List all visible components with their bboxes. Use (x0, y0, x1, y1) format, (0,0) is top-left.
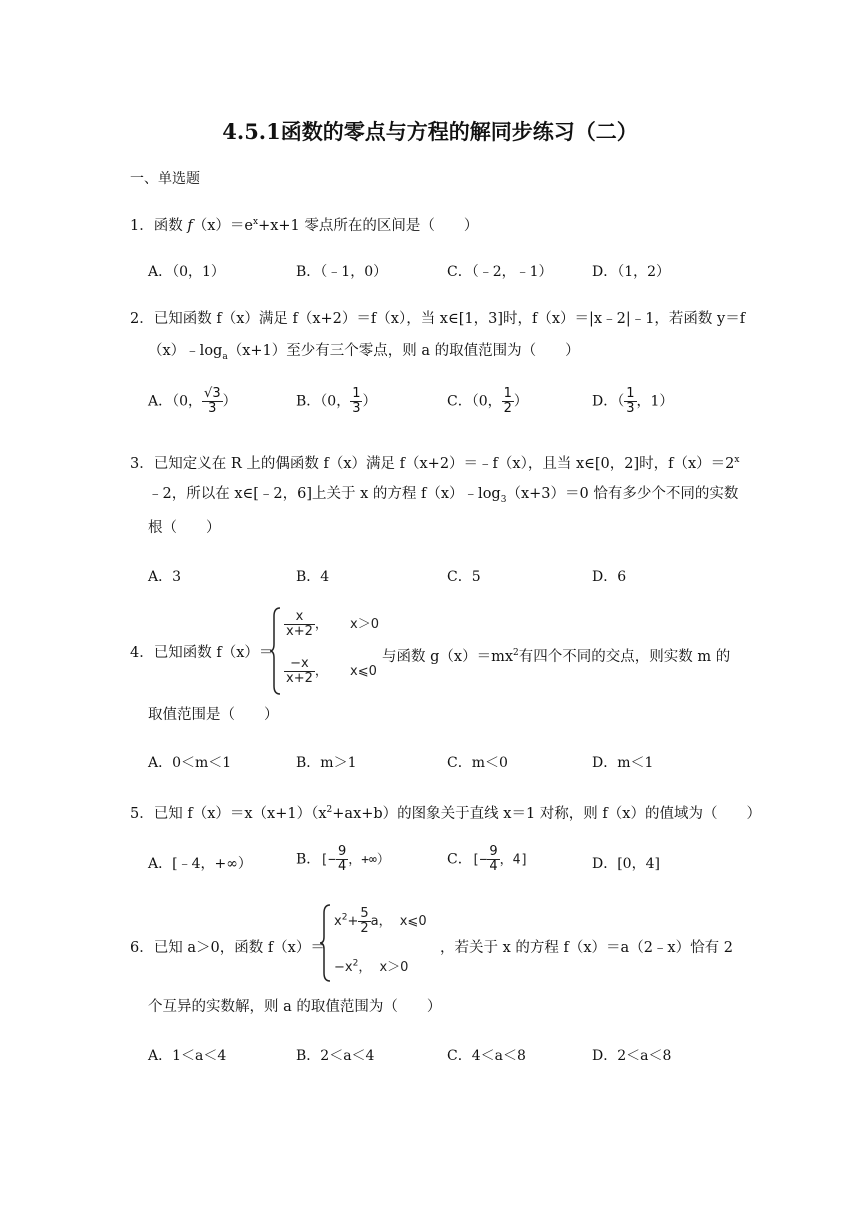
q1-option-a: A．（0，1） (148, 264, 225, 280)
q4-option-c: C．m＜0 (447, 755, 508, 771)
q4-piecewise-brace (268, 606, 282, 696)
q2-option-a: A．（0， $\frac{√3}{3}$ ） (148, 386, 237, 416)
q5-option-b: B．[− $\frac{9}{4}$ ，+∞） (296, 844, 390, 874)
q6-option-a: A．1＜a＜4 (148, 1048, 227, 1064)
q2-option-c: C．（0， $\frac{1}{2}$ ） (447, 386, 528, 416)
q6-option-b: B．2＜a＜4 (296, 1048, 375, 1064)
q5-option-c: C．[− $\frac{9}{4}$ ，4] (447, 844, 529, 874)
q6-case-1: $x^2+$ $\frac{5}{2}$ a， x⩽0 (334, 906, 427, 936)
question-1-stem: 1．函数 $f(x)=e^x+x+1$ 零点所在的区间是（ ） (130, 217, 479, 234)
question-6-stem-a: 6．已知 a＞0，函数 f（x）＝ (130, 940, 325, 956)
question-2-line-1: 2．已知函数 f（x）满足 f（x+2）＝f（x），当 x∈[1，3]时，f（x）＝|x﹣2|﹣1，若函数 y＝f (130, 311, 746, 327)
q5-option-a: A．[﹣4，+∞） (148, 856, 252, 872)
q1-option-d: D．（1，2） (592, 264, 671, 280)
question-6-line-2: 个互异的实数解，则 a 的取值范围为（ ） (148, 999, 442, 1015)
q2-option-d: D．（ $\frac{1}{3}$ ，1） (592, 386, 674, 416)
question-3-line-1: 3．已知定义在 R 上的偶函数 f（x）满足 f（x+2）＝﹣f（x），且当 x∈[0，2]时，$f(x)=2^x$ (130, 455, 740, 472)
page-title: 4.5.1函数的零点与方程的解同步练习（二） (222, 119, 638, 144)
q6-case-2: $-x^2$， x＞0 (334, 958, 409, 975)
question-5-stem: 5．已知 $f(x)=x(x+1)(x^2+ax+b)$的图象关于直线 x＝1 对称，则 f（x）的值域为（ ） (130, 805, 761, 822)
q4-case-1: $\frac{x}{x+2}$ ， x＞0 (286, 609, 379, 639)
q5-option-d: D．[0，4] (592, 856, 660, 872)
q3-option-b: B．4 (296, 569, 330, 585)
q3-option-d: D．6 (592, 569, 627, 585)
q6-option-c: C．4＜a＜8 (447, 1048, 526, 1064)
question-6-stem-b: ，若关于 x 的方程 f（x）＝a（2﹣x）恰有 2 (440, 940, 733, 956)
question-4-stem-a: 4．已知函数 f（x）＝ (130, 645, 274, 661)
q4-option-b: B．m＞1 (296, 755, 357, 771)
question-3-line-3: 根（ ） (148, 520, 221, 536)
question-4-stem-b: 与函数 $g(x)=mx^2$有四个不同的交点，则实数 m 的 (382, 648, 731, 665)
q6-option-d: D．2＜a＜8 (592, 1048, 672, 1064)
q4-option-a: A．0＜m＜1 (148, 755, 232, 771)
q4-case-2: $\frac{-x}{x+2}$ ， x⩽0 (286, 656, 377, 686)
q6-piecewise-brace (318, 903, 332, 983)
q4-option-d: D．m＜1 (592, 755, 654, 771)
section-heading: 一、单选题 (130, 171, 200, 187)
q1-option-c: C．（﹣2，﹣1） (447, 264, 553, 280)
question-2-line-2: $(x)﹣\log_a(x+1)$至少有三个零点，则 a 的取值范围为（ ） (148, 343, 580, 362)
q2-option-b: B．（0， $\frac{1}{3}$ ） (296, 386, 377, 416)
q3-option-c: C．5 (447, 569, 481, 585)
q3-option-a: A．3 (148, 569, 182, 585)
question-3-line-2: ﹣2，所以在 x∈[﹣2，6]上关于 x 的方程 $f(x)﹣\log_3(x+3)=0$ 恰有多少个不同的实数 (148, 486, 739, 505)
q1-option-b: B．（﹣1，0） (296, 264, 388, 280)
question-4-line-2: 取值范围是（ ） (148, 707, 279, 723)
